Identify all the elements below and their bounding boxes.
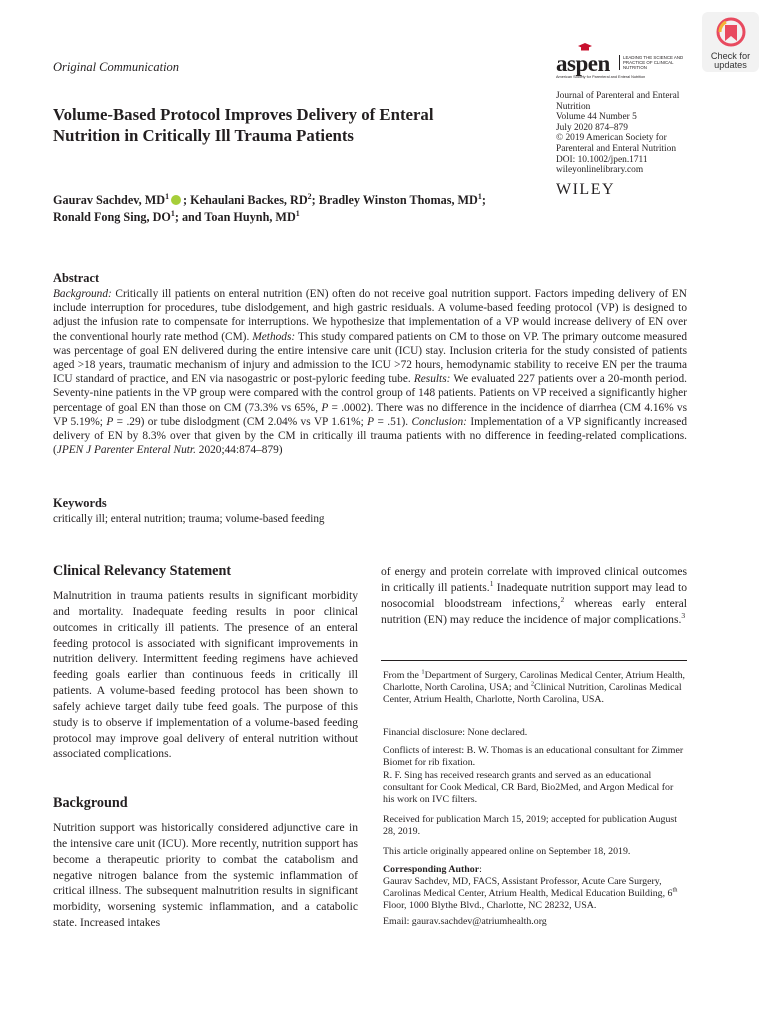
author-affil-sup: 2 <box>307 191 312 201</box>
publisher-logo: WILEY <box>556 181 616 198</box>
journal-info-line: DOI: 10.1002/jpen.1711 <box>556 154 648 165</box>
logo-wordmark: aspen <box>556 51 610 76</box>
abstract-label: Conclusion: <box>411 415 467 428</box>
bookmark-refresh-icon <box>716 17 746 47</box>
journal-info-line: Nutrition <box>556 101 591 112</box>
corresponding-email[interactable]: Email: gaurav.sachdev@atriumhealth.org <box>383 916 547 927</box>
abstract-label: Methods: <box>252 330 296 343</box>
online-date: This article originally appeared online on September 18, 2019. <box>383 846 631 857</box>
logo-subline: American Society for Parenteral and Enteral Nutrition <box>556 75 646 79</box>
author-name: Kehaulani Backes, RD <box>190 193 308 207</box>
p-value-symbol: P <box>106 415 114 428</box>
abstract-heading: Abstract <box>53 271 100 285</box>
keywords-heading: Keywords <box>53 496 107 510</box>
author-name: Bradley Winston Thomas, MD <box>318 193 478 207</box>
background-heading: Background <box>53 795 128 811</box>
abstract-text: Critically ill patients on enteral nutrition (EN) often do not receive goal nutrition support. Factors impeding delivery of EN include interruption for procedures, tube dislodgement, and high gastric residuals. A volume-based feeding protocol (VP) is designed to adjust the infusion rate to compensate for interruptions. We hypothesize that implementation of a VP would increase delivery of EN over the conventional hourly rate method (CM). <box>53 288 687 343</box>
journal-info-line: July 2020 874–879 <box>556 122 628 133</box>
check-badge-line2: updates <box>714 60 747 70</box>
publication-dates: Received for publication March 15, 2019; accepted for publication August 28, 2019. <box>383 814 677 837</box>
abstract-body <box>53 287 687 457</box>
journal-info-line: Journal of Parenteral and Enteral <box>556 91 680 101</box>
abstract-text: = .0002). There was no difference in the incidence of diarrhea (CM 4.16% vs VP 5.19%; <box>53 401 687 428</box>
citation-journal: JPEN J Parenter Enteral Nutr. <box>56 444 196 457</box>
abstract-text: = .51). <box>374 415 412 428</box>
p-value-symbol: P <box>367 415 375 428</box>
author-affil-sup: 1 <box>295 208 300 218</box>
journal-info-line: Parenteral and Enteral Nutrition <box>556 143 677 154</box>
author-affil-sup: 1 <box>477 191 482 201</box>
author-name: Ronald Fong Sing, DO <box>53 210 171 224</box>
journal-info-line: © 2019 American Society for <box>556 133 667 144</box>
aspen-logo <box>556 51 686 79</box>
corresponding-author: Corresponding Author: Gaurav Sachdev, MD, FACS, Assistant Professor, Acute Care Surgery, Carolinas Medical Center, Atrium Health, Medical Education Building, 6th Floor, 1000 Blythe Blvd., Charlotte, NC 28232, USA. <box>383 864 678 911</box>
author-affil-sup: 1 <box>165 191 170 201</box>
intro-continued-text: of energy and protein correlate with improved clinical outcomes in critically ill patients.$^1$ Inadequate nutrition support may lead to nosocomial bloodstream infections,$^2$ whereas early enteral nutrition (EN) may reduce the incidence of major complications.$^3$ <box>381 565 687 626</box>
check-badge-line1: Check for <box>710 51 751 61</box>
abstract-label: Background: <box>53 288 112 300</box>
reference-sup: 3 <box>681 610 686 620</box>
clinical-relevancy-heading: Clinical Relevancy Statement <box>53 563 232 579</box>
logo-tagline: LEADING THE SCIENCE AND PRACTICE OF CLINICAL NUTRITION <box>619 55 693 70</box>
article-title: Volume-Based Protocol Improves Delivery of Enteral Nutrition in Critically Ill Trauma Patients <box>53 105 434 145</box>
background-text: Nutrition support was historically considered adjunctive care in the intensive care unit (ICU). More recently, nutrition support has become a therapeutic priority to combat the catabolism and negative nitrogen balance from the systemic inflammation of critical illness. The subsequent malnutrition results in significant morbidity, worsening systemic inflammation, and a catabolic state. Increased intakes <box>53 821 358 930</box>
conflicts-of-interest-2: R. F. Sing has received research grants and served as an educational consultant for Cook Medical, CR Bard, Bio2Med, and Argon Medical for his work on IVC filters. <box>383 770 674 805</box>
author-affil-sup: 1 <box>170 208 175 218</box>
abstract-text: This study compared patients on CM to those on VP. The primary outcome measured was percentage of goal EN delivered during the entire intensive care unit (ICU) stay. Inclusion criteria for the study consisted of patients aged >18 years, traumatic mechanism of injury and admission to the ICU >72 hours, hemodynamic stability to receive EN per the trauma ICU standard of practice, and EN via nasogastric or post-pyloric feeding tube. <box>53 330 687 386</box>
journal-info <box>556 91 706 176</box>
abstract-text: Implementation of a VP significantly increased delivery of EN by 8.3% over that given by the CM in critically ill trauma patients with no difference in feeding-related complications. ( <box>53 415 688 457</box>
journal-info-line: Volume 44 Number 5 <box>556 112 637 123</box>
author-name: Gaurav Sachdev, MD <box>53 193 166 207</box>
section-label: Original Communication <box>53 60 180 74</box>
financial-disclosure: Financial disclosure: None declared. <box>383 727 528 738</box>
citation-rest: 2020;44:874–879) <box>195 444 283 457</box>
reference-sup: 1 <box>489 578 494 588</box>
affiliations-footnote: From the $^1$Department of Surgery, Carolinas Medical Center, Atrium Health, Charlotte, North Carolina, USA; and $^2$Clinical Nutrition, Carolinas Medical Center, Atrium Health, Charlotte, North Carolina, USA. <box>383 668 686 705</box>
abstract-text: We evaluated 227 patients over a 20-month period. Seventy-nine patients in the VP group were compared with the control group of 148 patients. Patients on VP received a significantly higher percentage of goal EN than those on CM (73.3% vs 65%, <box>53 373 687 414</box>
p-value-symbol: P <box>321 401 329 414</box>
footnote-divider <box>381 660 687 661</box>
journal-info-line[interactable]: wileyonlinelibrary.com <box>556 165 644 176</box>
abstract-label: Results: <box>413 373 451 386</box>
check-for-updates-badge[interactable] <box>702 12 759 72</box>
keywords-text: critically ill; enteral nutrition; trauma; volume-based feeding <box>53 513 325 525</box>
author-list: Gaurav Sachdev, $MD^1$ ; Kehaulani Backes, $RD^2$; Bradley Winston Thomas, $MD^1$; Ronald Fong Sing, $DO^1$; and Toan Huynh, $MD^1$ <box>53 191 486 224</box>
corresponding-author-heading: Corresponding Author <box>383 864 480 875</box>
orcid-icon[interactable] <box>171 195 181 205</box>
author-name: and Toan Huynh, MD <box>181 210 296 224</box>
reference-sup: 2 <box>560 594 565 604</box>
clinical-relevancy-text: Malnutrition in trauma patients results in significant morbidity and mortality. Inadequate feeding results in poor clinical outcomes in critically ill patients. The presence of an enteral feeding protocol is associated with significant improvements in nutrition delivery. Intermittent feeding regimens have achieved feeding goals earlier than continuous feeds in critically ill patients. A volume-based feeding protocol has been shown to safely achieve target daily tube feed goals. The purpose of this study is to observe if implementation of a volume-based feeding protocol may improve goal delivery of enteral nutrition without associated complications. <box>53 589 358 761</box>
abstract-text: = .29) or tube dislodgment (CM 2.04% vs VP 1.61%; <box>113 415 368 428</box>
conflicts-of-interest: Conflicts of interest: B. W. Thomas is an educational consultant for Zimmer Biomet for rib fixation. <box>383 745 684 768</box>
